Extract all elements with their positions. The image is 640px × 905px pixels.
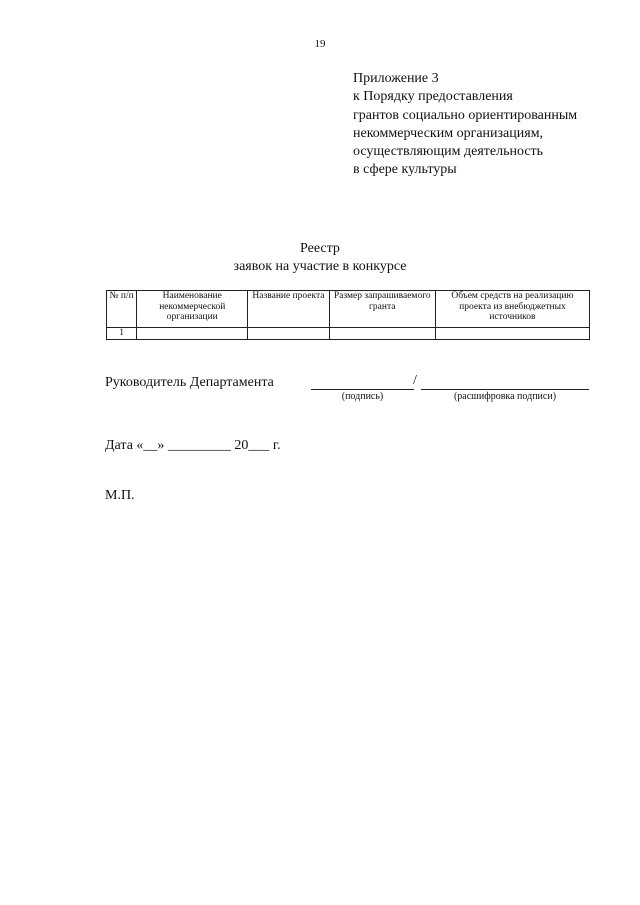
appendix-line: грантов социально ориентированным bbox=[353, 107, 578, 123]
table-cell: 1 bbox=[107, 328, 137, 340]
appendix-line: в сфере культуры bbox=[353, 162, 457, 178]
header-organization: Наименование некоммерческой организации bbox=[137, 291, 248, 328]
registry-subtitle-line: заявок на участие в конкурсе bbox=[233, 259, 407, 274]
appendix-line: осуществляющим деятельность bbox=[353, 144, 544, 160]
header-number: № п/п bbox=[107, 291, 137, 328]
signature-label: Руководитель Департамента bbox=[105, 375, 274, 390]
table-cell bbox=[329, 328, 435, 340]
date-line: Дата «__» _________ 20___ г. bbox=[105, 438, 281, 453]
signature-slash: / bbox=[413, 373, 417, 388]
header-extrabudgetary-funds: Объем средств на реализацию проекта из внебюджетных источников bbox=[435, 291, 589, 328]
registry-title bbox=[150, 240, 490, 276]
header-grant-amount: Размер запрашиваемого гранта bbox=[329, 291, 435, 328]
signature-decoding-line bbox=[421, 389, 589, 390]
registry-title-line: Реестр bbox=[300, 241, 340, 256]
appendix-line: Приложение 3 bbox=[353, 71, 439, 86]
appendix-line: к Порядку предоставления bbox=[353, 89, 513, 105]
stamp-placeholder: М.П. bbox=[105, 488, 135, 503]
signature-decoding-caption: (расшифровка подписи) bbox=[453, 391, 557, 402]
signature-caption: (подпись) bbox=[341, 391, 384, 402]
header-project-name: Название проекта bbox=[248, 291, 329, 328]
table-row bbox=[107, 328, 590, 340]
registry-table bbox=[106, 290, 590, 340]
signature-line bbox=[311, 389, 414, 390]
table-cell bbox=[435, 328, 589, 340]
table-cell bbox=[248, 328, 329, 340]
table-cell bbox=[137, 328, 248, 340]
appendix-heading bbox=[353, 70, 633, 180]
page-number: 19 bbox=[314, 38, 326, 50]
table-header-row bbox=[107, 291, 590, 328]
appendix-line: некоммерческим организациям, bbox=[353, 125, 544, 141]
